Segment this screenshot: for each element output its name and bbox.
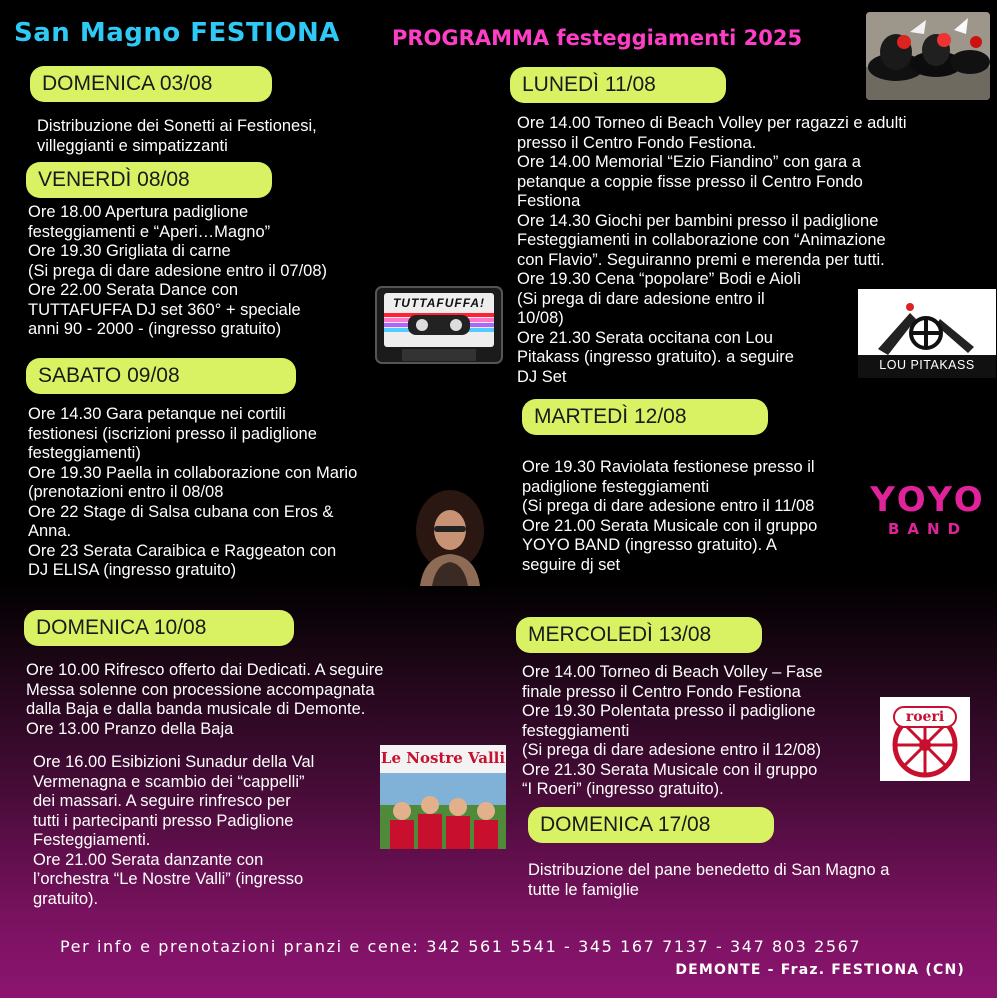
text-line: TUTTAFUFFA DJ set 360° + speciale [28, 300, 301, 319]
text-line: Ore 22.00 Serata Dance con [28, 281, 239, 299]
text-line: Ore 19.30 Raviolata festionese presso il [522, 458, 815, 476]
title-right: PROGRAMMA festeggiamenti 2025 [392, 26, 803, 50]
text-line: Ore 14.30 Giochi per bambini presso il padiglione [517, 211, 879, 230]
text-line: Ore 14.00 Memorial “Ezio Fiandino” con gara a [517, 153, 861, 171]
text-line: (Si prega di dare adesione entro il 11/08 [522, 497, 815, 515]
text-line: Distribuzione dei Sonetti ai Festionesi, [37, 117, 317, 135]
text-line: Ore 14.30 Gara petanque nei cortili [28, 405, 286, 423]
text-line: dei massari. A seguire rinfresco per [33, 792, 291, 810]
day-text-domenica-1008-afternoon [33, 753, 379, 909]
text-line: presso il Centro Fondo Festiona. [517, 133, 757, 152]
day-pill-mercoledi-1308: MERCOLEDÌ 13/08 [516, 617, 762, 653]
text-line: Ore 19.30 Cena “popolare” Bodi e Aiolì [517, 270, 802, 288]
text-line: festeggiamenti [522, 721, 630, 740]
text-line: Ore 13.00 Pranzo della Baja [26, 719, 234, 738]
day-text-domenica-1008 [26, 661, 383, 739]
text-line: padiglione festeggiamenti [522, 477, 710, 496]
text-line: Ore 19.30 Grigliata di carne [28, 242, 231, 260]
text-line: (Si prega di dare adesione entro il 12/08) [522, 741, 822, 759]
text-line: Ore 21.30 Serata Musicale con il gruppo [522, 760, 818, 779]
text-line: Festeggiamenti. [33, 831, 151, 849]
text-line: gratuito). [33, 889, 99, 908]
text-line: anni 90 - 2000 - (ingresso gratuito) [28, 320, 282, 338]
yoyo-band-logo [866, 480, 990, 544]
text-line: festeggiamenti) [28, 444, 141, 462]
day-text-mercoledi-1308 [522, 663, 823, 800]
text-line: con Flavio”. Seguiranno premi e merenda per tutti. [517, 250, 885, 269]
text-line: (Si prega di dare adesione entro il 07/08) [28, 261, 328, 280]
text-line: Ore 14.00 Torneo di Beach Volley – Fase [522, 663, 823, 681]
lou-pitakass-logo [858, 289, 996, 378]
text-line: Ore 19.30 Polentata presso il padiglione [522, 702, 816, 720]
text-line: Messa solenne con processione accompagnata [26, 680, 375, 699]
text-line: YOYO BAND (ingresso gratuito). A [522, 536, 777, 554]
text-line: villeggianti e simpatizzanti [37, 136, 228, 155]
text-line: tutte le famiglie [528, 880, 639, 899]
text-line: Ore 19.30 Paella in collaborazione con Mario [28, 463, 358, 482]
yoyo-label-bottom: BAND [887, 520, 969, 538]
text-line: Ore 14.00 Torneo di Beach Volley per ragazzi e adulti [517, 114, 907, 132]
text-line: Pitakass (ingresso gratuito). a seguire [517, 348, 794, 366]
text-line: finale presso il Centro Fondo Festiona [522, 682, 801, 701]
text-line: festeggiamenti e “Aperi…Magno” [28, 222, 271, 241]
text-line: Ore 21.30 Serata occitana con Lou [517, 328, 773, 347]
day-text-venerdi-0808 [28, 203, 327, 340]
dj-elisa-photo [410, 486, 490, 586]
text-line: dalla Baja e dalla banda musicale di Demonte. [26, 700, 366, 718]
title-left: San Magno FESTIONA [14, 18, 340, 48]
yoyo-label-top: YOYO [870, 480, 986, 520]
text-line: Ore 18.00 Apertura padiglione [28, 203, 249, 221]
day-text-martedi-1208 [522, 458, 860, 575]
text-line: tutti i partecipanti presso Padiglione [33, 811, 294, 830]
text-line: Ore 10.00 Rifresco offerto dai Dedicati. A seguire [26, 661, 384, 679]
text-line: seguire dj set [522, 555, 621, 574]
nostre-valli-poster [380, 745, 506, 849]
text-line: Ore 16.00 Esibizioni Sunadur della Val [33, 753, 315, 771]
text-line: “I Roeri” (ingresso gratuito). [522, 780, 724, 798]
day-pill-sabato-0908: SABATO 09/08 [26, 358, 296, 394]
day-text-lunedi-1108 [517, 114, 907, 387]
day-pill-martedi-1208: MARTEDÌ 12/08 [522, 399, 768, 435]
text-line: Distribuzione del pane benedetto di San Magno a [528, 861, 890, 879]
day-pill-venerdi-0808: VENERDÌ 08/08 [26, 162, 272, 198]
text-line: l’orchestra “Le Nostre Valli” (ingresso [33, 870, 304, 888]
lou-pitakass-label: LOU PITAKASS [879, 358, 975, 372]
text-line: petanque a coppie fisse presso il Centro Fondo [517, 172, 863, 191]
day-text-domenica-1708 [528, 861, 889, 900]
day-text-sabato-0908 [28, 405, 357, 581]
footer-contacts: Per info e prenotazioni pranzi e cene: 342 561 5541 - 345 167 7137 - 347 803 2567 [60, 937, 862, 956]
day-pill-domenica-1008: DOMENICA 10/08 [24, 610, 294, 646]
text-line: festionesi (iscrizioni presso il padiglione [28, 424, 317, 443]
text-line: Ore 23 Serata Caraibica e Raggeaton con [28, 541, 337, 560]
text-line: Festeggiamenti in collaborazione con “Animazione [517, 231, 886, 249]
text-line: (Si prega di dare adesione entro il [517, 289, 765, 308]
text-line: DJ ELISA (ingresso gratuito) [28, 561, 237, 579]
footer-location: DEMONTE - Fraz. FESTIONA (CN) [675, 962, 965, 978]
day-pill-lunedi-1108: LUNEDÌ 11/08 [510, 67, 726, 103]
day-pill-domenica-0308: DOMENICA 03/08 [30, 66, 272, 102]
text-line: 10/08) [517, 309, 564, 327]
text-line: Anna. [28, 522, 72, 540]
cassette-image [374, 285, 504, 365]
text-line: (prenotazioni entro il 08/08 [28, 483, 224, 501]
text-line: Festiona [517, 192, 581, 210]
cassette-label: TUTTAFUFFA! [392, 296, 486, 310]
text-line: Ore 21.00 Serata Musicale con il gruppo [522, 516, 818, 535]
day-pill-domenica-1708: DOMENICA 17/08 [528, 807, 774, 843]
text-line: DJ Set [517, 367, 567, 386]
text-line: Ore 21.00 Serata danzante con [33, 850, 264, 869]
nostre-valli-label: Le Nostre Valli [380, 749, 506, 767]
day-text-domenica-0308 [37, 117, 317, 156]
text-line: Ore 22 Stage di Salsa cubana con Eros & [28, 502, 334, 521]
text-line: Vermenagna e scambio dei “cappelli” [33, 772, 305, 791]
hats-photo [866, 12, 990, 100]
roeri-logo [880, 697, 970, 781]
roeri-label: roeri [905, 709, 945, 725]
